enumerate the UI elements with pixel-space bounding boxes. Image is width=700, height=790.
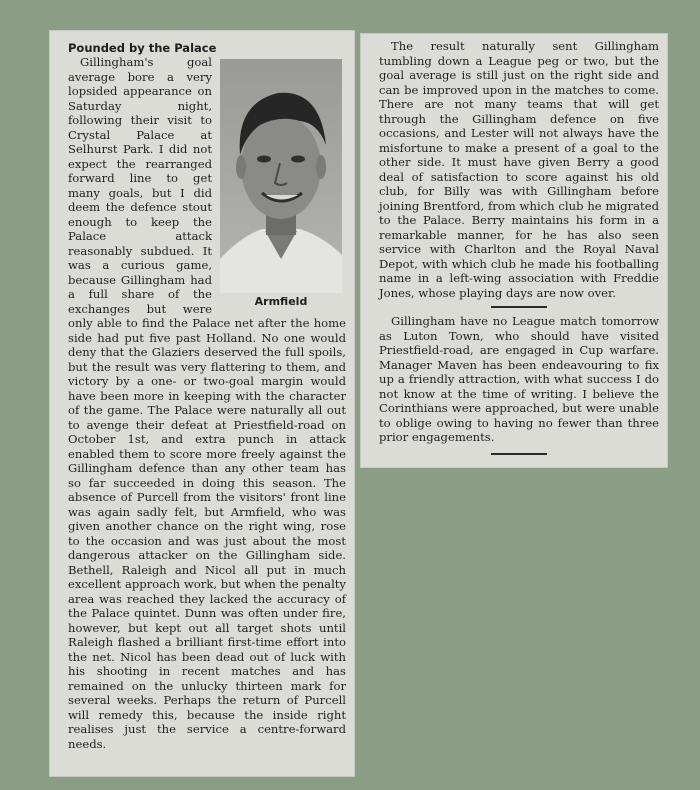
newspaper-clipping-right	[361, 34, 667, 467]
article-body-paragraph: Gillingham's goal average bore a very lopsided appearance on Saturday night, following their visit to Crystal Palace at Selhurst Park. I did not expect the rearranged forward line to get many goals, but I did deem the defence stout enough to keep the Palace attack reasonably subdued. It was a curious game, because Gillingham had a full share of the exchanges but were only able to find the Palace net after the home side had put five past Holland. No one would deny that the Glaziers deserved the full spoils, but the result was very flattering to them, and victory by a one- or two-goal margin would have been more in keeping with the character of the game. The Palace were naturally all out to avenge their defeat at Priestfield-road on October 1st, and extra punch in attack enabled them to score more freely against the Gillingham defence than any other team has so far succeeded in doing this season. The absence of Purcell from the visitors' front line was again sadly felt, but Armfield, who was given another chance on the right wing, rose to the occasion and was just about the most dangerous attacker on the Gillingham side. Bethell, Raleigh and Nicol all put in much excellent approach work, but when the penalty area was reached they lacked the accuracy of the Palace quintet. Dunn was often under fire, however, but kept out all target shots until Raleigh flashed a brilliant first-time effort into the net. Nicol has been dead out of luck with his shooting in recent matches and has remained on the unlucky thirteen mark for several weeks. Perhaps the return of Purcell will remedy this, because the inside right realises just the service a centre-forward needs.	[68, 55, 346, 751]
right-column	[379, 39, 659, 461]
article-headline: Pounded by the Palace	[68, 41, 217, 55]
photo-caption: Armfield	[254, 295, 308, 308]
article-body-paragraph: The result naturally sent Gillingham tumbling down a League peg or two, but the goal average is still just on the right side and can be improved upon in the matches to come. There are not many teams that will get through the Gillingham defence on five occasions, and Lester will not always have the misfortune to make a present of a goal to the other side. It must have given Berry a good deal of satisfaction to score against his old club, for Billy was with Gillingham before joining Brentford, from which club he migrated to the Palace. Berry maintains his form in a remarkable manner, for he has also seen service with Charlton and the Royal Naval Depot, with which club he made his footballing name in a left-wing association with Freddie Jones, whose playing days are now over.	[379, 39, 659, 300]
player-portrait-image	[220, 59, 342, 293]
player-photo	[220, 59, 342, 313]
article-body-paragraph: Gillingham have no League match tomorrow as Luton Town, who should have visited Priestfield-road, are engaged in Cup warfare. Manager Maven has been endeavouring to fix up a friendly attraction, with what success I do not know at the time of writing. I believe the Corinthians were approached, but were unable to oblige owing to having no fewer than three prior engagements.	[379, 314, 659, 444]
newspaper-clipping-left	[50, 31, 354, 776]
left-column	[68, 41, 346, 751]
section-divider	[491, 453, 547, 455]
section-divider	[491, 306, 547, 308]
